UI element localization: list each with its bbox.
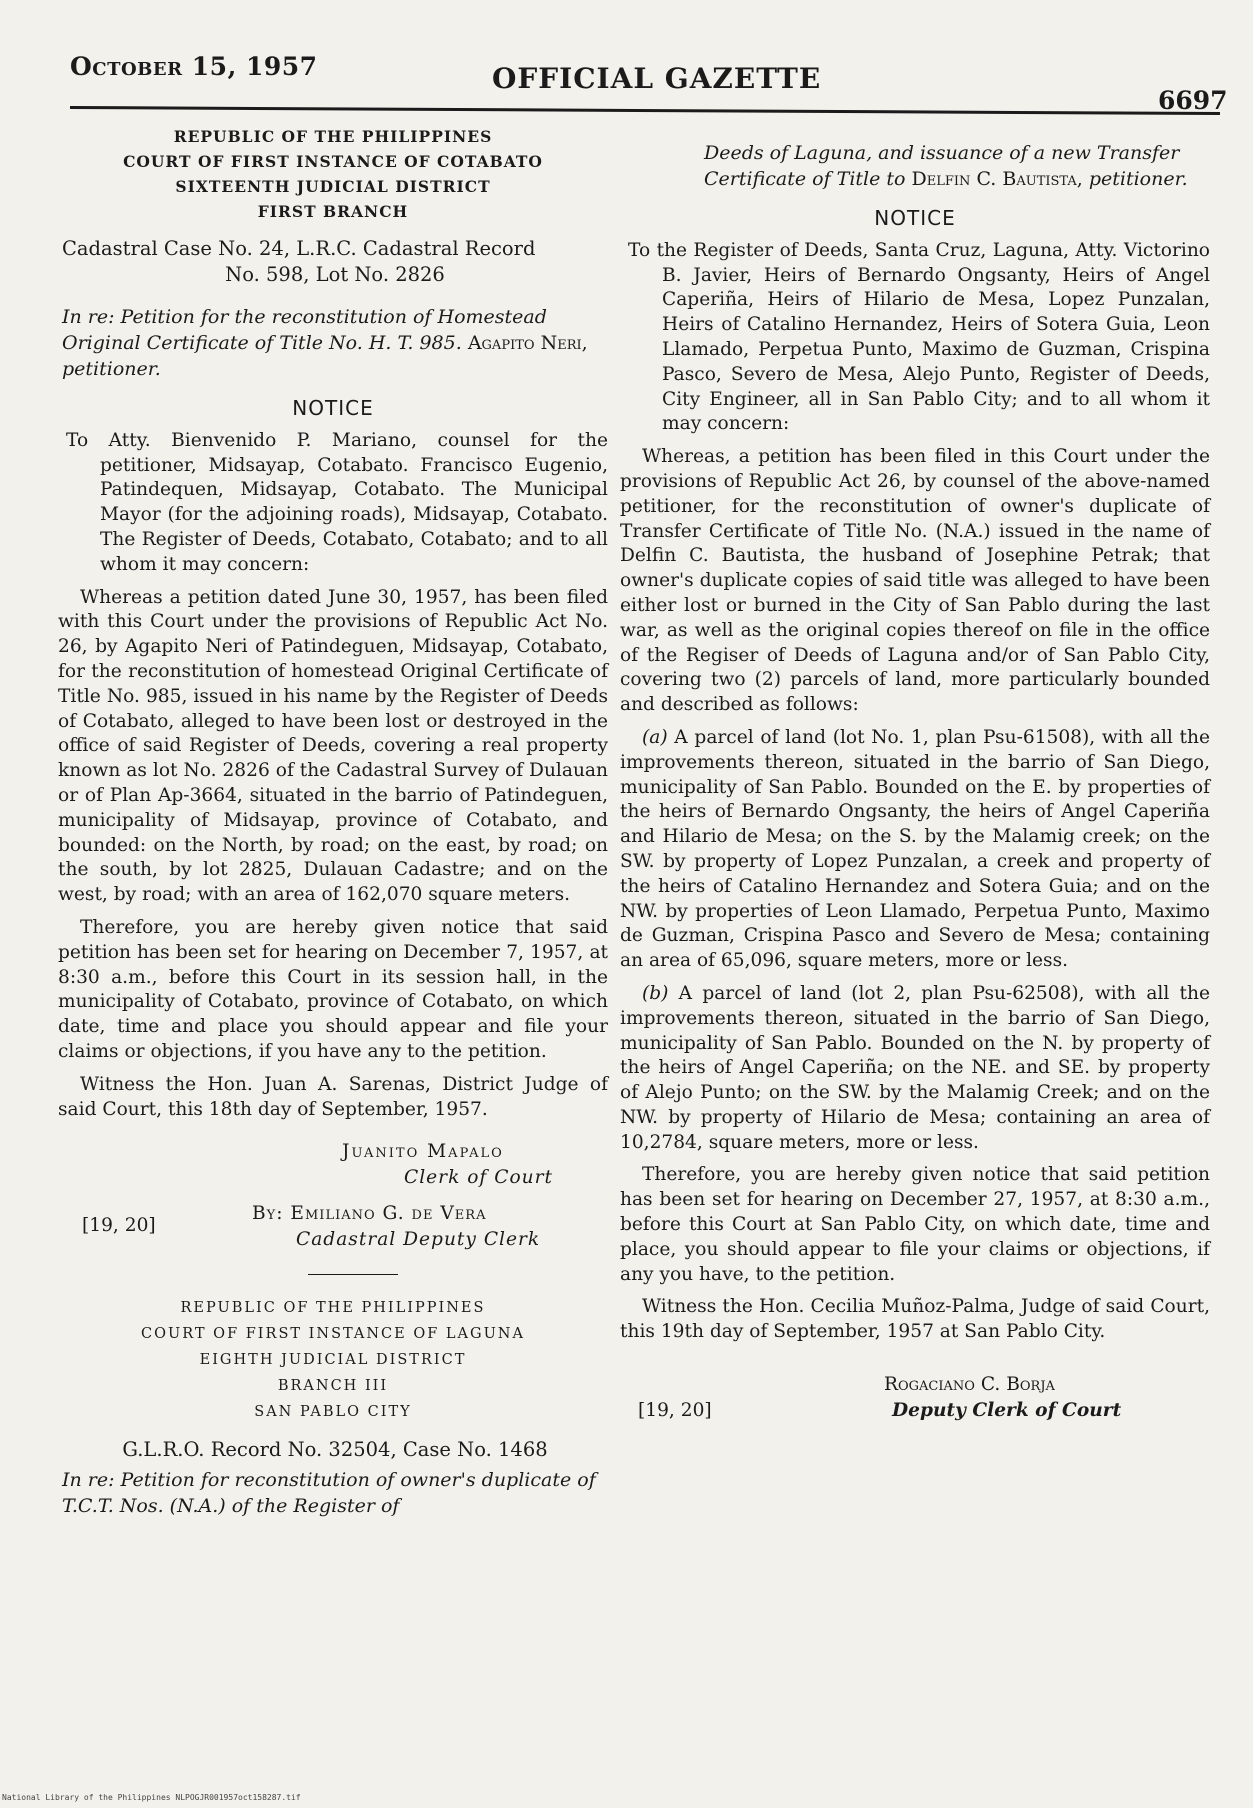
parcel-a-text: A parcel of land (lot No. 1, plan Psu-61508), with all the improvements thereon, situated in the barrio of San Diego, municipality of San Pablo. Bounded on the E. by properties of the heirs of Bernardo Ongsanty, the heirs of Angel Caperiña and Hilario de Mesa; on the S. by the Malamig creek; on the SW. by property of Lopez Punzalan, a creek and property of the heirs of Catalino Hernandez and Sotera Guia; and on the NW. by properties of Leon Llamado, Perpetua Punto, Maximo de Guzman, Crispina Pasco and Severo de Mesa; containing an area of 65,096, square meters, more or less. — [620, 726, 1210, 972]
issue-reference: [19, 20] — [638, 1400, 712, 1422]
court-line: BRANCH III — [277, 1378, 389, 1395]
clerk-name: Juanito Mapalo — [342, 1141, 504, 1163]
court-heading-laguna — [58, 1295, 608, 1425]
case-number-laguna: G.L.R.O. Record No. 32504, Case No. 1468 — [122, 1438, 548, 1462]
court-line: EIGHTH JUDICIAL DISTRICT — [199, 1352, 467, 1369]
parcel-b-paragraph — [620, 982, 1210, 1156]
petitioner-role: petitioner. — [1088, 168, 1188, 190]
deputy-clerk-name: Rogaciano C. Borja — [884, 1374, 1055, 1396]
parcel-label: (b) — [642, 982, 669, 1004]
publication-title: OFFICIAL GAZETTE — [492, 62, 822, 95]
signature-block — [620, 1361, 1210, 1431]
deputy-clerk-title: Deputy Clerk of Court — [892, 1400, 1122, 1422]
signature-block — [58, 1140, 608, 1260]
addressees: To the Register of Deeds, Santa Cruz, Laguna, Atty. Victorino B. Javier, Heirs of Bernardo Ongsanty, Heirs of Angel Caperiña, Heirs of Hilario de Mesa, Lopez Punzalan, Heirs of Catalino Hernandez, Heirs of Sotera Guia, Leon Llamado, Perpetua Punto, Maximo de Guzman, Crispina Pasco, Severo de Mesa, Alejo Punto, Register of Deeds, City Engineer, all in San Pablo City; and to all whom it may concern: — [628, 239, 1210, 435]
in-re-continuation — [620, 140, 1210, 192]
issue-reference: [19, 20] — [82, 1215, 156, 1237]
clerk-title: Clerk of Court — [404, 1167, 553, 1189]
case-line: Cadastral Case No. 24, L.R.C. Cadastral Record — [62, 237, 536, 260]
page-number: 6697 — [1158, 86, 1228, 115]
issue-date: October 15, 1957 — [70, 52, 318, 81]
court-line: FIRST BRANCH — [257, 202, 409, 221]
witness-paragraph: Witness the Hon. Cecilia Muñoz-Palma, Judge of said Court, this 19th day of September, 1957 at San Pablo City. — [620, 1296, 1210, 1343]
court-line: SIXTEENTH JUDICIAL DISTRICT — [175, 177, 491, 196]
petitioner-name: Agapito Neri, — [467, 332, 588, 354]
court-line: REPUBLIC OF THE PHILIPPINES — [173, 127, 493, 146]
left-column — [58, 124, 608, 1519]
court-heading — [58, 124, 608, 224]
notice-heading: NOTICE — [292, 396, 374, 420]
whereas-paragraph: Whereas a petition dated June 30, 1957, has been filed with this Court under the provisions of Republic Act No. 26, by Agapito Neri of Patindeguen, Midsayap, Cotabato, for the reconstitution of homestead Original Certificate of Title No. 985, issued in his name by the Register of Deeds of Cotabato, alleged to have been lost or destroyed in the office of said Register of Deeds, covering a real property known as lot No. 2826 of the Cadastral Survey of Dulauan or of Plan Ap-3664, situated in the barrio of Patindeguen, municipality of Midsayap, province of Cotabato, and bounded: on the North, by road; on the east, by road; on the south, by lot 2825, Dulauan Cadastre; and on the west, by road; with an area of 162,070 square meters. — [58, 586, 608, 906]
court-line: SAN PABLO CITY — [254, 1404, 412, 1421]
in-re-caption — [58, 304, 608, 382]
addressees: To Atty. Bienvenido P. Mariano, counsel for the petitioner, Midsayap, Cotabato. Francisco Eugenio, Patindequen, Midsayap, Cotabato. The Municipal Mayor (for the adjoining roads), Midsayap, Cotabato. The Register of Deeds, Cotabato, Cotabato; and to all whom it may concern: — [66, 429, 608, 575]
header-rule — [70, 106, 1220, 115]
therefore-paragraph: Therefore, you are hereby given notice that said petition has been set for hearing on December 7, 1957, at 8:30 a.m., before this Court in its session hall, in the municipality of Cotabato, province of Cotabato, on which date, time and place you should appear and file your claims or objections, if you have any to the petition. — [58, 916, 608, 1062]
court-line: COURT OF FIRST INSTANCE OF COTABATO — [123, 152, 543, 171]
court-line: COURT OF FIRST INSTANCE OF LAGUNA — [141, 1326, 525, 1343]
deputy-title: Cadastral Deputy Clerk — [296, 1229, 541, 1251]
witness-paragraph: Witness the Hon. Juan A. Sarenas, District Judge of said Court, this 18th day of September, 1957. — [58, 1073, 608, 1120]
scan-footer: National Library of the Philippines NLPOGJR001957oct158287.tif — [2, 1793, 301, 1802]
in-re-caption-laguna: In re: Petition for reconstitution of owner's duplicate of T.C.T. Nos. (N.A.) of the Register of — [62, 1469, 596, 1518]
parcel-a-paragraph — [620, 726, 1210, 974]
petitioner-name: Delfin C. Bautista, — [911, 168, 1083, 190]
right-column — [620, 140, 1210, 1431]
whereas-paragraph: Whereas, a petition has been filed in this Court under the provisions of Republic Act 26, by counsel of the above-named petitioner, for the reconstitution of owner's duplicate of Transfer Certificate of Title No. (N.A.) issued in the name of Delfin C. Bautista, the husband of Josephine Petrak; that owner's duplicate copies of said title was alleged to have been either lost or burned in the City of San Pablo during the last war, as well as the original copies thereof on file in the office of the Regiser of Deeds of Laguna and/or of San Pablo City, covering two (2) parcels of land, more particularly bounded and described as follows: — [620, 446, 1210, 716]
parcel-label: (a) — [642, 726, 668, 748]
notice-heading: NOTICE — [874, 206, 956, 230]
case-number — [58, 236, 608, 288]
parcel-b-text: A parcel of land (lot 2, plan Psu-62508), with all the improvements thereon, situated in the barrio of San Diego, municipality of San Pablo. Bounded on the N. by property of the heirs of Angel Caperiña; on the NE. and SE. by property of Alejo Punto; on the SW. by the Malamig Creek; and on the NW. by property of Hilario de Mesa; containing an area of 10,2784, square meters, more or less. — [620, 982, 1210, 1153]
petitioner-role: petitioner. — [62, 358, 161, 380]
case-line: No. 598, Lot No. 2826 — [225, 263, 445, 286]
section-divider — [308, 1274, 398, 1275]
in-re-text: Deeds of Laguna, and issuance of a new Transfer Certificate of Title to — [704, 142, 1180, 190]
therefore-paragraph: Therefore, you are hereby given notice that said petition has been set for hearing on December 27, 1957, at 8:30 a.m., before this Court at San Pablo City, on which date, time and place, you should appear to file your claims or objections, if any you have, to the petition. — [620, 1164, 1210, 1285]
deputy-name: By: Emiliano G. de Vera — [252, 1203, 487, 1225]
court-line: REPUBLIC OF THE PHILIPPINES — [180, 1300, 486, 1317]
in-re-text: In re: Petition for the reconstitution of Homestead Original Certificate of Title No. H. T. 985. — [62, 306, 547, 354]
